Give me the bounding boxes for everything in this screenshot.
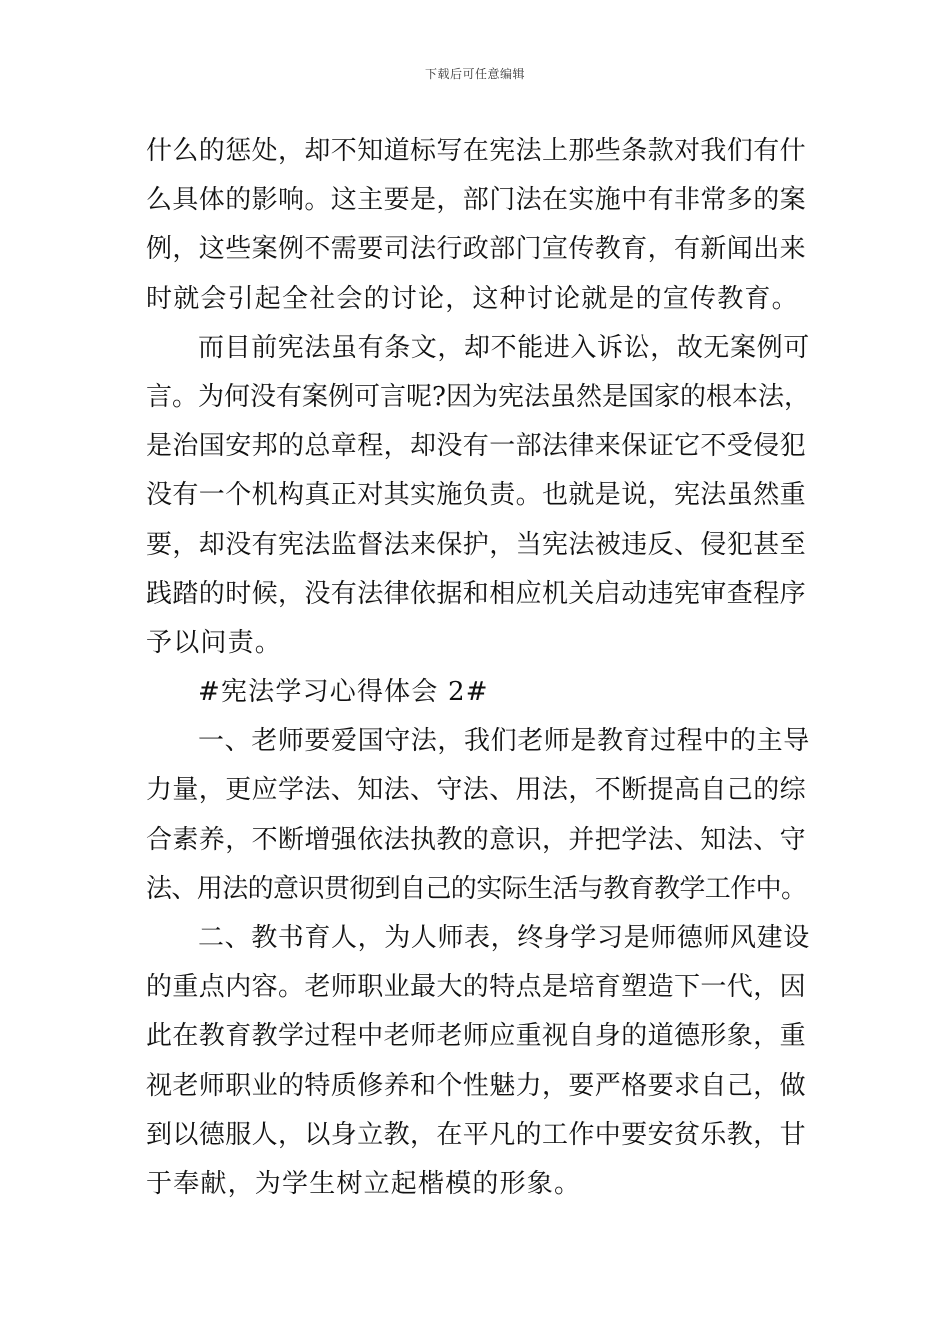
text-line: 力量，更应学法、知法、守法、用法，不断提高自己的综 (146, 775, 807, 806)
text-line: 什么的惩处，却不知道标写在宪法上那些条款对我们有什 (146, 136, 807, 166)
text-line: 一、老师要爱国守法，我们老师是教育过程中的主导 (198, 726, 810, 757)
page-header-note: 下载后可任意编辑 (424, 67, 525, 81)
document-body (146, 127, 810, 1209)
text-line: 例，这些案例不需要司法行政部门宣传教育，有新闻出来 (146, 234, 807, 265)
text-line: 于奉献，为学生树立起楷模的形象。 (146, 1168, 582, 1199)
text-line: 要，却没有宪法监督法来保护，当宪法被违反、侵犯甚至 (146, 529, 807, 560)
text-line: 的重点内容。老师职业最大的特点是培育塑造下一代，因 (146, 972, 807, 1003)
text-line: 二、教书育人，为人师表，终身学习是师德师风建设 (198, 923, 810, 953)
text-line: 践踏的时候，没有法律依据和相应机关启动违宪审查程序 (146, 578, 807, 609)
text-line: 合素养，不断增强依法执教的意识，并把学法、知法、守 (146, 824, 807, 855)
text-line: 是治国安邦的总章程，却没有一部法律来保证它不受侵犯 (146, 431, 807, 462)
text-line: 予以问责。 (146, 627, 283, 658)
section-heading: #宪法学习心得体会 2# (198, 677, 489, 708)
text-line: 法、用法的意识贯彻到自己的实际生活与教育教学工作中。 (146, 873, 807, 904)
text-line: 到以德服人，以身立教，在平凡的工作中要安贫乐教，甘 (146, 1119, 807, 1150)
text-line: 没有一个机构真正对其实施负责。也就是说，宪法虽然重 (146, 480, 807, 511)
text-line: 而目前宪法虽有条文，却不能进入诉讼，故无案例可 (198, 332, 810, 363)
text-line: 时就会引起全社会的讨论，这种讨论就是的宣传教育。 (146, 283, 799, 314)
text-line: 言。为何没有案例可言呢?因为宪法虽然是国家的根本法， (146, 381, 810, 412)
text-line: 此在教育教学过程中老师老师应重视自身的道德形象，重 (146, 1021, 807, 1052)
text-line: 视老师职业的特质修养和个性魅力，要严格要求自己，做 (146, 1070, 807, 1101)
text-line: 么具体的影响。这主要是，部门法在实施中有非常多的案 (146, 185, 807, 216)
